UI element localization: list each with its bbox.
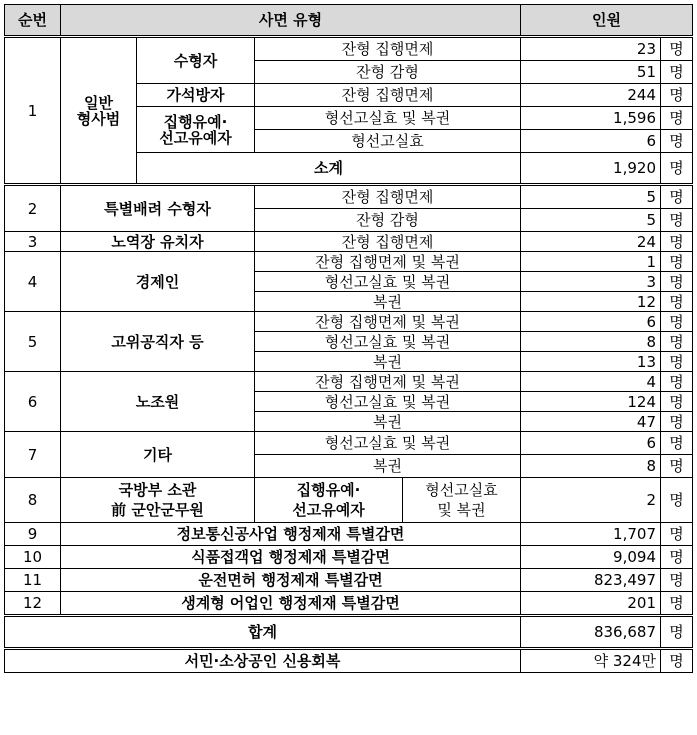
pardon-table [4, 4, 693, 673]
unit-label: 명 [661, 392, 693, 412]
item-type: 잔형 집행면제 및 복권 [255, 372, 521, 392]
category-name: 고위공직자 등 [61, 312, 255, 372]
unit-label: 명 [661, 649, 693, 673]
credit-label: 서민·소상공인 신용회복 [5, 649, 521, 673]
unit-label: 명 [661, 412, 693, 432]
unit-label: 명 [661, 478, 693, 523]
count-value: 12 [521, 292, 661, 312]
unit-label: 명 [661, 84, 693, 107]
total-label: 합계 [5, 616, 521, 649]
table-row [5, 478, 693, 523]
item-type: 형선고실효 및 복권 [403, 478, 521, 523]
category-name: 노역장 유치자 [61, 232, 255, 252]
item-type: 잔형 집행면제 및 복권 [255, 312, 521, 332]
unit-label: 명 [661, 209, 693, 232]
category-name: 기타 [61, 432, 255, 478]
count-value: 47 [521, 412, 661, 432]
item-type: 잔형 집행면제 [255, 232, 521, 252]
header-row [5, 5, 693, 37]
unit-label: 명 [661, 372, 693, 392]
unit-label: 명 [661, 432, 693, 455]
item-type: 복권 [255, 455, 521, 478]
count-value: 4 [521, 372, 661, 392]
item-type: 잔형 집행면제 [255, 37, 521, 61]
unit-label: 명 [661, 312, 693, 332]
unit-label: 명 [661, 616, 693, 649]
subtotal-label: 소계 [137, 153, 521, 185]
table-row [5, 569, 693, 592]
table-row [5, 432, 693, 455]
item-type: 형선고실효 및 복권 [255, 392, 521, 412]
count-value: 9,094 [521, 546, 661, 569]
unit-label: 명 [661, 523, 693, 546]
count-value: 3 [521, 272, 661, 292]
unit-label: 명 [661, 185, 693, 209]
category-name: 생계형 어업인 행정제재 특별감면 [61, 592, 521, 616]
category-name: 국방부 소관 前 군안군무원 [61, 478, 255, 523]
count-value: 13 [521, 352, 661, 372]
subcategory-name: 집행유예· 선고유예자 [255, 478, 403, 523]
credit-row [5, 649, 693, 673]
category-name: 정보통신공사업 행정제재 특별감면 [61, 523, 521, 546]
header-no: 순번 [5, 5, 61, 37]
item-type: 잔형 집행면제 및 복권 [255, 252, 521, 272]
row-no: 6 [5, 372, 61, 432]
subcategory-name: 가석방자 [137, 84, 255, 107]
count-value: 2 [521, 478, 661, 523]
unit-label: 명 [661, 107, 693, 130]
subcategory-name: 수형자 [137, 37, 255, 84]
row-no: 8 [5, 478, 61, 523]
count-value: 6 [521, 312, 661, 332]
count-value: 1,920 [521, 153, 661, 185]
item-type: 형선고실효 및 복권 [255, 272, 521, 292]
row-no: 11 [5, 569, 61, 592]
item-type: 형선고실효 [255, 130, 521, 153]
subcategory-name: 집행유예· 선고유예자 [137, 107, 255, 153]
row-no: 9 [5, 523, 61, 546]
table-row [5, 523, 693, 546]
total-count: 836,687 [521, 616, 661, 649]
category-name: 식품접객업 행정제재 특별감면 [61, 546, 521, 569]
count-value: 6 [521, 432, 661, 455]
item-type: 잔형 집행면제 [255, 185, 521, 209]
row-no: 1 [5, 37, 61, 185]
unit-label: 명 [661, 153, 693, 185]
count-value: 124 [521, 392, 661, 412]
item-type: 형선고실효 및 복권 [255, 432, 521, 455]
count-value: 6 [521, 130, 661, 153]
category-name: 경제인 [61, 252, 255, 312]
pardon-table-container [4, 4, 693, 673]
count-value: 201 [521, 592, 661, 616]
total-row [5, 616, 693, 649]
table-row [5, 372, 693, 392]
unit-label: 명 [661, 332, 693, 352]
row-no: 10 [5, 546, 61, 569]
category-name: 특별배려 수형자 [61, 185, 255, 232]
item-type: 잔형 감형 [255, 61, 521, 84]
count-value: 1,596 [521, 107, 661, 130]
count-value: 1 [521, 252, 661, 272]
count-value: 244 [521, 84, 661, 107]
table-row [5, 592, 693, 616]
table-row [5, 312, 693, 332]
item-type: 복권 [255, 292, 521, 312]
item-type: 잔형 감형 [255, 209, 521, 232]
item-type: 형선고실효 및 복권 [255, 332, 521, 352]
category-name: 운전면허 행정제재 특별감면 [61, 569, 521, 592]
category-name: 일반 형사범 [61, 37, 137, 185]
credit-count: 약 324만 [521, 649, 661, 673]
unit-label: 명 [661, 232, 693, 252]
count-value: 24 [521, 232, 661, 252]
row-no: 7 [5, 432, 61, 478]
row-no: 3 [5, 232, 61, 252]
count-value: 1,707 [521, 523, 661, 546]
row-no: 2 [5, 185, 61, 232]
count-value: 8 [521, 332, 661, 352]
unit-label: 명 [661, 292, 693, 312]
table-row [5, 185, 693, 209]
unit-label: 명 [661, 592, 693, 616]
row-no: 4 [5, 252, 61, 312]
unit-label: 명 [661, 352, 693, 372]
unit-label: 명 [661, 546, 693, 569]
count-value: 51 [521, 61, 661, 84]
unit-label: 명 [661, 455, 693, 478]
unit-label: 명 [661, 569, 693, 592]
table-row [5, 252, 693, 272]
row-no: 5 [5, 312, 61, 372]
item-type: 잔형 집행면제 [255, 84, 521, 107]
count-value: 23 [521, 37, 661, 61]
category-name: 노조원 [61, 372, 255, 432]
item-type: 복권 [255, 412, 521, 432]
table-row [5, 37, 693, 61]
table-row [5, 546, 693, 569]
unit-label: 명 [661, 130, 693, 153]
unit-label: 명 [661, 37, 693, 61]
item-type: 형선고실효 및 복권 [255, 107, 521, 130]
unit-label: 명 [661, 252, 693, 272]
unit-label: 명 [661, 61, 693, 84]
count-value: 823,497 [521, 569, 661, 592]
unit-label: 명 [661, 272, 693, 292]
header-type: 사면 유형 [61, 5, 521, 37]
count-value: 8 [521, 455, 661, 478]
row-no: 12 [5, 592, 61, 616]
count-value: 5 [521, 185, 661, 209]
count-value: 5 [521, 209, 661, 232]
table-row [5, 232, 693, 252]
item-type: 복권 [255, 352, 521, 372]
header-count: 인원 [521, 5, 693, 37]
